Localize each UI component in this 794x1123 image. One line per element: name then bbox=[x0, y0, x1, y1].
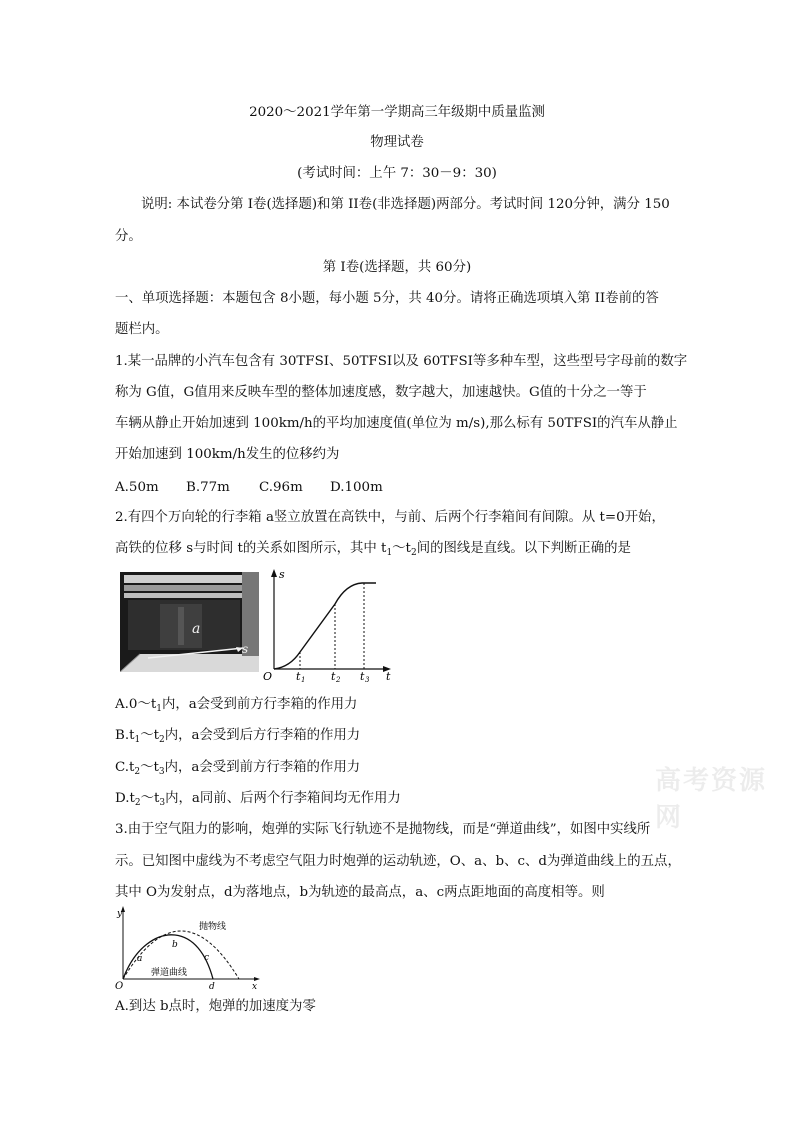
traj-label-d: d bbox=[209, 982, 215, 991]
q1-line-3: 车辆从静止开始加速到 100km/h的平均加速度值(单位为 m/s),那么标有 50TFSI的汽车从静止 bbox=[115, 416, 678, 431]
traj-label-parabola: 抛物线 bbox=[199, 922, 227, 932]
q1-line-1: 1.某一品牌的小汽车包含有 30TFSI、50TFSI以及 60TFSI等多种车型，这些型号字母前的数字 bbox=[115, 354, 688, 369]
photo-label-s: s bbox=[242, 642, 249, 656]
graph-label-t1: t bbox=[296, 670, 301, 682]
section-instruction-2: 题栏内。 bbox=[115, 322, 169, 337]
intro-line-2: 分。 bbox=[115, 229, 142, 244]
q1-line-2: 称为 G值，G值用来反映车型的整体加速度感，数字越大，加速越快。G值的十分之一等于 bbox=[115, 385, 647, 400]
q2-line-2: 高铁的位移 s与时间 t的关系如图所示，其中 $t_1\sim t_2$间的图线是直线。以下判断正确的是 bbox=[115, 541, 631, 558]
traj-label-o: O bbox=[115, 981, 124, 991]
q2-option-a: $A.0\sim t_1$内，a会受到前方行李箱的作用力 bbox=[115, 697, 358, 714]
q2-option-c: $C.t_2\sim t_3$内，a会受到前方行李箱的作用力 bbox=[115, 760, 361, 777]
trajectory-figure bbox=[113, 905, 261, 991]
exam-time: (考试时间：上午 7：30－9：30) bbox=[297, 166, 497, 181]
subject-title: 物理试卷 bbox=[370, 135, 424, 150]
section-instruction-1: 一、单项选择题：本题包含 8小题，每小题 5分，共 40分。请将正确选项填入第 II卷前的答 bbox=[115, 291, 659, 306]
graph-label-origin: O bbox=[263, 670, 273, 682]
intro-line-1: 说明: 本试卷分第 I卷(选择题)和第 II卷(非选择题)两部分。考试时间 120分钟，满分 150 bbox=[141, 197, 670, 212]
q3-line-3: 其中 O为发射点，d为落地点，b为轨迹的最高点，a、c两点距地面的高度相等。则 bbox=[115, 885, 605, 900]
traj-label-c: c bbox=[204, 953, 210, 963]
traj-label-y: y bbox=[117, 909, 123, 919]
q1-line-4: 开始加速到 100km/h发生的位移约为 bbox=[115, 447, 340, 462]
svg-text:2: 2 bbox=[336, 676, 341, 682]
traj-label-x: x bbox=[252, 982, 258, 991]
q3-line-2: 示。已知图中虚线为不考虑空气阻力时炮弹的运动轨迹，O、a、b、c、d为弹道曲线上的五点， bbox=[115, 854, 681, 869]
graph-label-s: s bbox=[279, 568, 285, 581]
graph-label-t3: t bbox=[360, 670, 365, 682]
s-t-curve bbox=[274, 583, 376, 669]
traj-label-a: a bbox=[137, 954, 143, 964]
luggage-photo bbox=[120, 572, 259, 672]
exam-title: 2020～2021学年第一学期高三年级期中质量监测 bbox=[249, 105, 545, 120]
photo-label-a: a bbox=[192, 621, 201, 637]
svg-text:3: 3 bbox=[365, 676, 370, 682]
q1-option-a: A.50m bbox=[115, 480, 159, 495]
traj-label-ballistic: 弹道曲线 bbox=[151, 968, 188, 978]
q3-option-a: A.到达 b点时，炮弹的加速度为零 bbox=[115, 999, 316, 1014]
q2-line-1: 2.有四个万向轮的行李箱 a竖立放置在高铁中，与前、后两个行李箱间有间隙。从 t=0开始， bbox=[115, 510, 665, 525]
displacement-time-graph bbox=[262, 566, 396, 682]
q1-option-d: D.100m bbox=[330, 480, 383, 495]
q1-option-c: C.96m bbox=[259, 480, 303, 495]
q1-option-b: B.77m bbox=[186, 480, 230, 495]
q2-option-b: $B.t_1\sim t_2$内，a会受到后方行李箱的作用力 bbox=[115, 728, 361, 745]
graph-label-t: t bbox=[386, 670, 391, 682]
watermark: 高考资源网 bbox=[655, 766, 768, 833]
q3-line-1: 3.由于空气阻力的影响，炮弹的实际飞行轨迹不是抛物线，而是“弹道曲线”，如图中实线所 bbox=[115, 822, 651, 837]
q2-option-d: $D.t_2\sim t_3$内，a同前、后两个行李箱间均无作用力 bbox=[115, 791, 401, 808]
svg-text:1: 1 bbox=[301, 676, 306, 682]
traj-label-b: b bbox=[172, 940, 178, 950]
graph-label-t2: t bbox=[331, 670, 336, 682]
section-title: 第 I卷(选择题，共 60分) bbox=[322, 260, 472, 275]
